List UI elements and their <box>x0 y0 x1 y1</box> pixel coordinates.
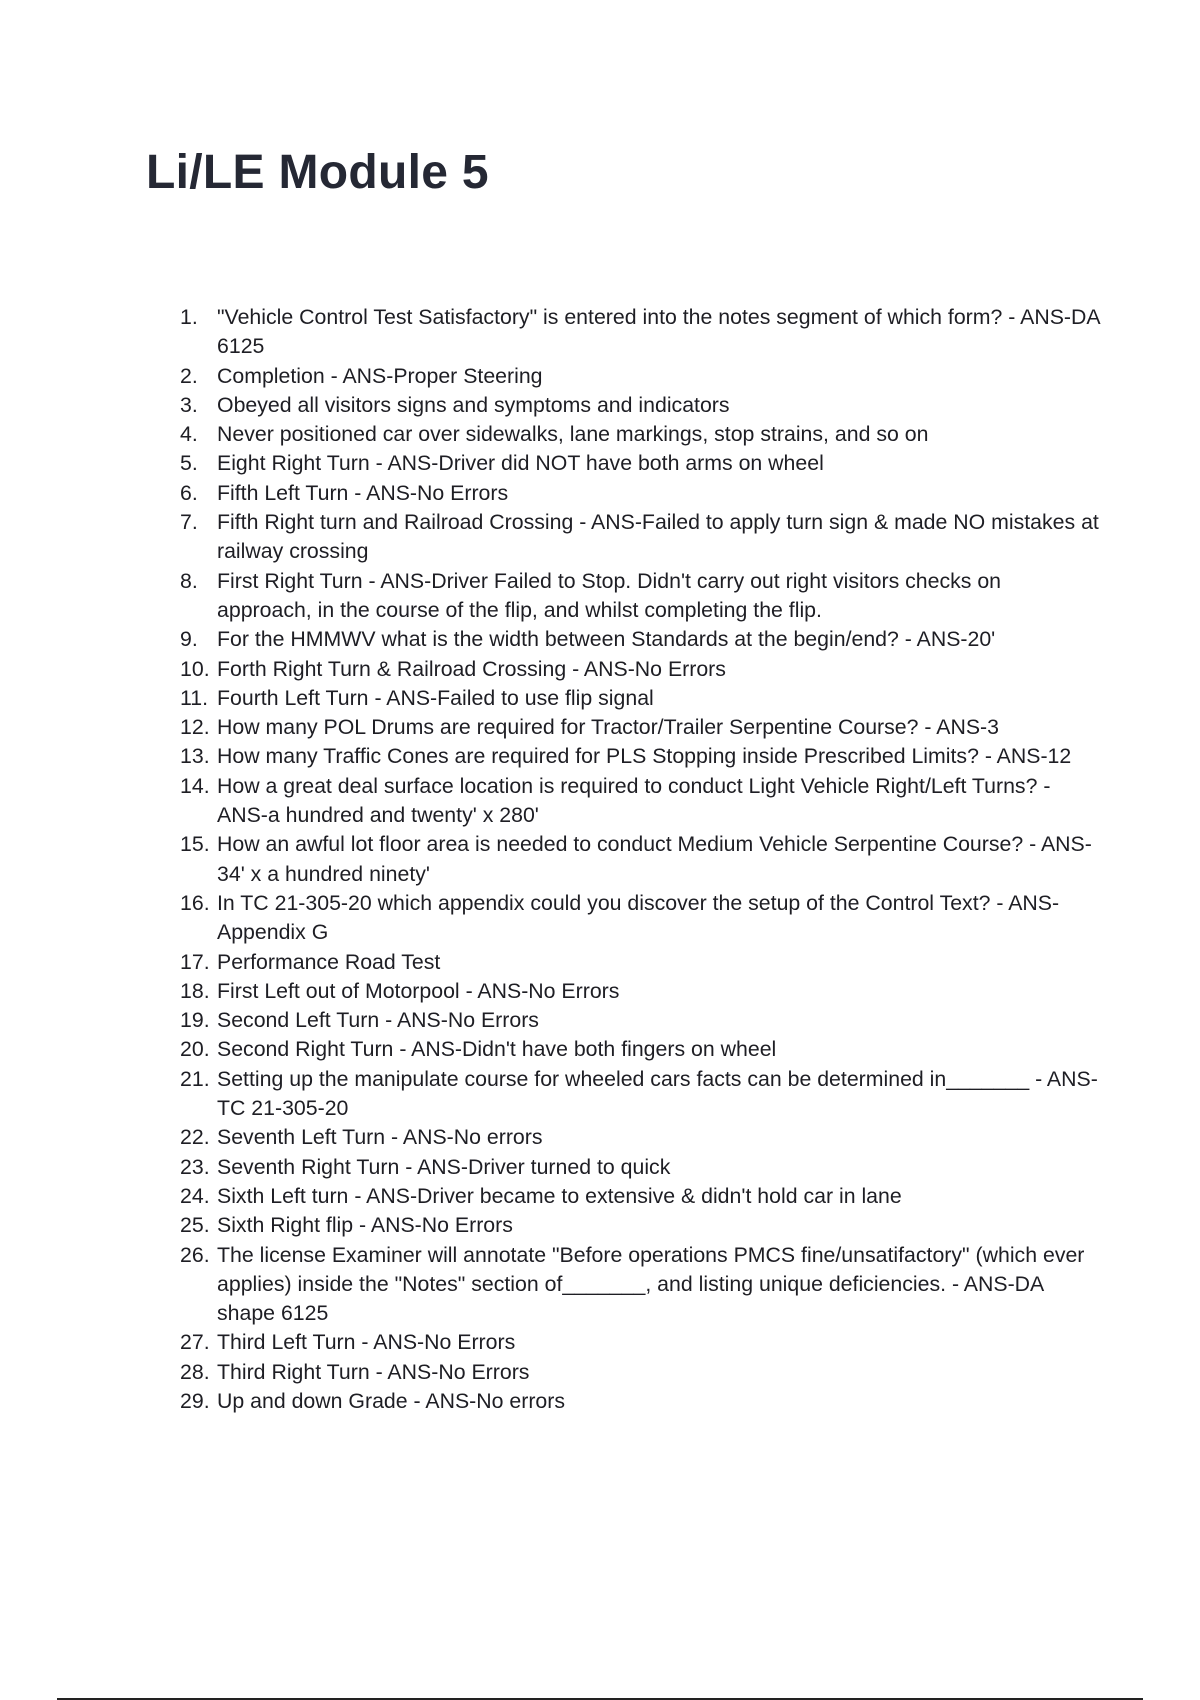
list-item <box>180 508 1100 567</box>
item-text: For the HMMWV what is the width between Standards at the begin/end? - ANS-20' <box>217 627 996 652</box>
list-item <box>180 1358 1100 1387</box>
item-text: Eight Right Turn - ANS-Driver did NOT have both arms on wheel <box>217 451 824 476</box>
list-item <box>180 479 1100 508</box>
item-text: Obeyed all visitors signs and symptoms and indicators <box>217 392 730 417</box>
item-number: 12. <box>180 715 210 740</box>
item-number: 19. <box>180 1008 210 1033</box>
item-text: First Right Turn - ANS-Driver Failed to Stop. Didn't carry out right visitors checks on approach, in the course of the flip, and whilst completing the flip. <box>217 568 1002 622</box>
list-item <box>180 1065 1100 1124</box>
list-item <box>180 625 1100 654</box>
list-item <box>180 713 1100 742</box>
item-text: Fourth Left Turn - ANS-Failed to use flip signal <box>217 685 654 710</box>
list-item <box>180 1328 1100 1357</box>
item-number: 21. <box>180 1066 210 1091</box>
list-item <box>180 1035 1100 1064</box>
item-number: 5. <box>180 451 198 476</box>
item-text: Performance Road Test <box>217 949 441 974</box>
item-text: Second Right Turn - ANS-Didn't have both fingers on wheel <box>217 1037 777 1062</box>
list-item <box>180 1387 1100 1416</box>
item-number: 29. <box>180 1388 210 1413</box>
item-text: Fifth Left Turn - ANS-No Errors <box>217 480 509 505</box>
item-text: The license Examiner will annotate "Before operations PMCS fine/unsatifactory" (which ever applies) inside the "Notes" section of_______, and listing unique deficiencies. - ANS-DA shape 6125 <box>217 1242 1085 1326</box>
item-text: Seventh Right Turn - ANS-Driver turned to quick <box>217 1154 671 1179</box>
item-text: Third Left Turn - ANS-No Errors <box>217 1330 516 1355</box>
list-item <box>180 362 1100 391</box>
page-title: Li/LE Module 5 <box>146 146 489 199</box>
item-number: 14. <box>180 773 210 798</box>
item-number: 13. <box>180 744 210 769</box>
item-number: 10. <box>180 656 210 681</box>
item-number: 17. <box>180 949 210 974</box>
list-item <box>180 684 1100 713</box>
item-number: 15. <box>180 832 210 857</box>
list-item <box>180 420 1100 449</box>
item-text: How an awful lot floor area is needed to conduct Medium Vehicle Serpentine Course? - ANS-34' x a hundred ninety' <box>217 832 1092 886</box>
list-item <box>180 1123 1100 1152</box>
item-text: Second Left Turn - ANS-No Errors <box>217 1008 539 1033</box>
list-item <box>180 567 1100 626</box>
item-text: Third Right Turn - ANS-No Errors <box>217 1359 530 1384</box>
item-number: 26. <box>180 1242 210 1267</box>
item-number: 4. <box>180 422 198 447</box>
item-text: How a great deal surface location is required to conduct Light Vehicle Right/Left Turns? - ANS-a hundred and twenty' x 280' <box>217 773 1051 828</box>
item-number: 27. <box>180 1330 210 1355</box>
list-item <box>180 655 1100 684</box>
item-text: "Vehicle Control Test Satisfactory" is entered into the notes segment of which form? - ANS-DA 6125 <box>217 305 1100 359</box>
list-item <box>180 1182 1100 1211</box>
item-number: 7. <box>180 510 198 535</box>
item-text: Sixth Right flip - ANS-No Errors <box>217 1213 513 1238</box>
list-item <box>180 1211 1100 1240</box>
list-item <box>180 742 1100 771</box>
list-item <box>180 391 1100 420</box>
item-number: 18. <box>180 978 210 1003</box>
item-text: Seventh Left Turn - ANS-No errors <box>217 1125 543 1150</box>
list-item <box>180 830 1100 889</box>
item-number: 6. <box>180 480 198 505</box>
item-text: First Left out of Motorpool - ANS-No Errors <box>217 978 620 1003</box>
item-number: 11. <box>180 685 209 710</box>
item-text: Completion - ANS-Proper Steering <box>217 363 543 388</box>
list-item <box>180 1006 1100 1035</box>
item-number: 22. <box>180 1125 210 1150</box>
item-text: Sixth Left turn - ANS-Driver became to extensive & didn't hold car in lane <box>217 1183 902 1208</box>
list-item <box>180 1153 1100 1182</box>
item-text: In TC 21-305-20 which appendix could you discover the setup of the Control Text? - ANS-Appendix G <box>217 890 1060 945</box>
item-text: Never positioned car over sidewalks, lane markings, stop strains, and so on <box>217 422 929 447</box>
list-item <box>180 1241 1100 1329</box>
question-list <box>180 303 1100 1416</box>
item-text: Fifth Right turn and Railroad Crossing - ANS-Failed to apply turn sign & made NO mistakes at railway crossing <box>217 510 1099 564</box>
list-item <box>180 977 1100 1006</box>
item-number: 8. <box>180 568 198 593</box>
item-number: 20. <box>180 1037 210 1062</box>
item-text: Setting up the manipulate course for wheeled cars facts can be determined in_______ - ANS-TC 21-305-20 <box>217 1066 1098 1121</box>
item-text: Up and down Grade - ANS-No errors <box>217 1388 565 1413</box>
item-number: 16. <box>180 890 210 915</box>
item-number: 24. <box>180 1183 210 1208</box>
list-item <box>180 948 1100 977</box>
list-item <box>180 889 1100 948</box>
item-text: How many Traffic Cones are required for PLS Stopping inside Prescribed Limits? - ANS-12 <box>217 744 1072 769</box>
item-number: 1. <box>180 305 198 329</box>
item-number: 2. <box>180 363 198 388</box>
item-number: 9. <box>180 627 198 652</box>
list-item <box>180 449 1100 478</box>
item-number: 28. <box>180 1359 210 1384</box>
list-item <box>180 303 1100 362</box>
list-item <box>180 772 1100 831</box>
item-number: 25. <box>180 1213 210 1238</box>
item-text: Forth Right Turn & Railroad Crossing - ANS-No Errors <box>217 656 726 681</box>
item-number: 3. <box>180 392 198 417</box>
item-number: 23. <box>180 1154 210 1179</box>
item-text: How many POL Drums are required for Tractor/Trailer Serpentine Course? - ANS-3 <box>217 715 999 740</box>
